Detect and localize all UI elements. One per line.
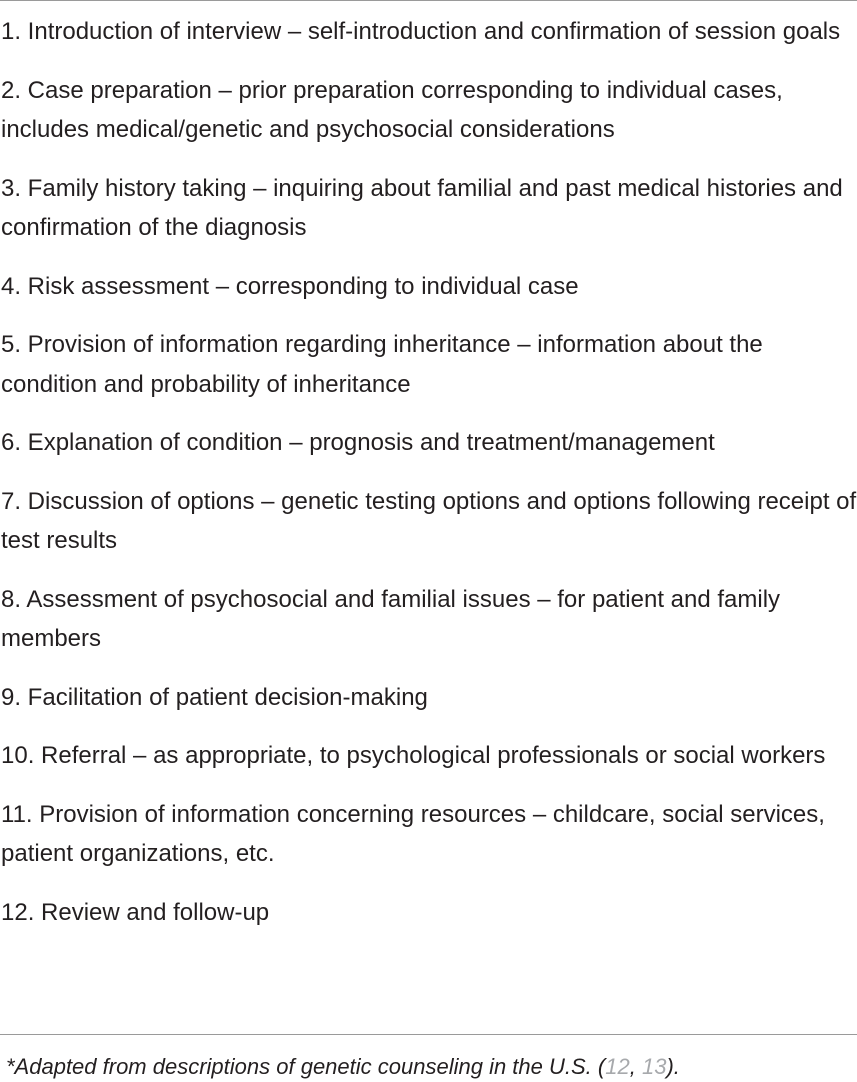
bottom-rule xyxy=(0,1034,857,1035)
footnote-separator: , xyxy=(629,1054,642,1079)
list-item: 7. Discussion of options – genetic testing options and options following receipt of test results xyxy=(1,487,857,554)
footnote-text: *Adapted from descriptions of genetic counseling in the U.S. ( xyxy=(6,1054,606,1079)
steps-list xyxy=(0,12,857,951)
list-item: 2. Case preparation – prior preparation corresponding to individual cases, includes medical/genetic and psychosocial considerations xyxy=(1,76,783,143)
list-item: 1. Introduction of interview – self-introduction and confirmation of session goals xyxy=(1,18,841,45)
list-item: 10. Referral – as appropriate, to psychological professionals or social workers xyxy=(1,742,826,769)
footnote-suffix: ). xyxy=(666,1054,680,1079)
top-rule xyxy=(0,0,857,1)
list-item: 8. Assessment of psychosocial and familial issues – for patient and family members xyxy=(1,585,781,652)
list-item: 11. Provision of information concerning resources – childcare, social services, patient organizations, etc. xyxy=(1,800,825,867)
list-item: 6. Explanation of condition – prognosis and treatment/management xyxy=(1,429,715,456)
reference-link-12[interactable]: 12 xyxy=(605,1054,630,1079)
list-item: 4. Risk assessment – corresponding to individual case xyxy=(1,272,579,300)
list-item: 9. Facilitation of patient decision-making xyxy=(1,683,428,711)
list-item: 3. Family history taking – inquiring about familial and past medical histories and confirmation of the diagnosis xyxy=(1,174,843,241)
list-item: 5. Provision of information regarding inheritance – information about the condition and probability of inheritance xyxy=(1,331,763,398)
reference-link-13[interactable]: 13 xyxy=(641,1054,667,1079)
list-item: 12. Review and follow-up xyxy=(1,898,270,926)
table-footnote xyxy=(6,1052,680,1082)
